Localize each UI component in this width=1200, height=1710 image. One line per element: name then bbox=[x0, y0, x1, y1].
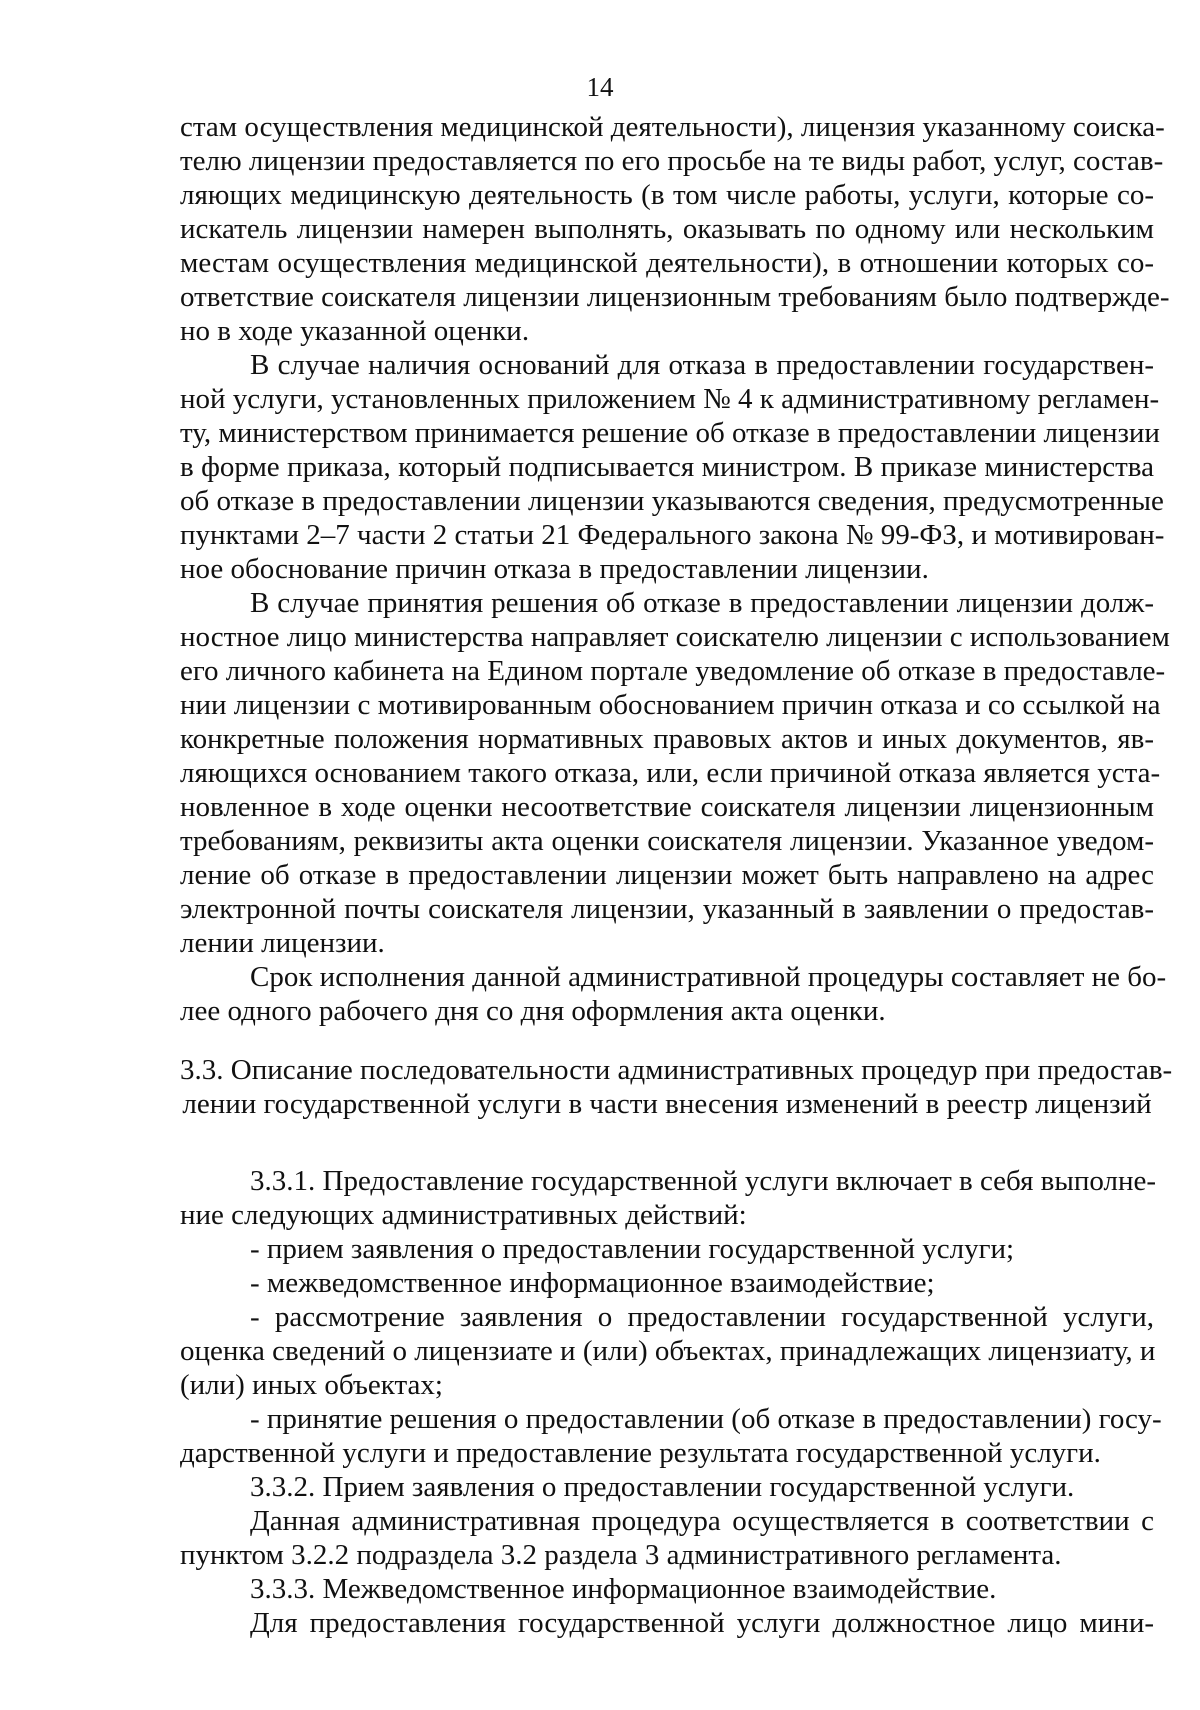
text-line: пунктами 2–7 части 2 статьи 21 Федерального закона № 99-ФЗ, и мотивирован- bbox=[180, 519, 1165, 551]
text-line: Данная административная процедура осуществляется в соответствии с bbox=[250, 1505, 1154, 1537]
paragraph-deadline bbox=[180, 960, 1167, 1028]
text-line: телю лицензии предоставляется по его просьбе на те виды работ, услуг, состав- bbox=[180, 145, 1164, 177]
paragraph-3-3-1 bbox=[180, 1164, 1154, 1232]
text-line: нии лицензии с мотивированным обоснованием причин отказа и со ссылкой на bbox=[180, 689, 1161, 721]
list-item-continuation: (или) иных объектах; bbox=[180, 1369, 443, 1401]
heading-line: 3.3. Описание последовательности административных процедур при предостав- bbox=[180, 1054, 1173, 1086]
text-line: В случае принятия решения об отказе в предоставлении лицензии долж- bbox=[250, 587, 1154, 619]
paragraph-refusal-notice bbox=[180, 586, 1170, 960]
text-line: местам осуществления медицинской деятельности), в отношении которых со- bbox=[180, 247, 1154, 279]
text-line: лении лицензии. bbox=[180, 927, 385, 959]
text-line: искатель лицензии намерен выполнять, оказывать по одному или нескольким bbox=[180, 213, 1154, 245]
text-line: В случае наличия оснований для отказа в предоставлении государствен- bbox=[250, 349, 1154, 381]
text-line: пунктом 3.2.2 подраздела 3.2 раздела 3 административного регламента. bbox=[180, 1539, 1062, 1571]
paragraph-continued bbox=[180, 110, 1170, 348]
text-line: Срок исполнения данной административной процедуры составляет не бо- bbox=[250, 961, 1167, 993]
text-line: ляющих медицинскую деятельность (в том числе работы, услуги, которые со- bbox=[180, 179, 1154, 211]
text-line: ностное лицо министерства направляет соискателю лицензии с использованием bbox=[180, 621, 1170, 653]
text-line: 3.3.1. Предоставление государственной услуги включает в себя выполне- bbox=[250, 1165, 1156, 1197]
list-item-continuation: дарственной услуги и предоставление результата государственной услуги. bbox=[180, 1437, 1101, 1469]
text-line: конкретные положения нормативных правовых актов и иных документов, яв- bbox=[180, 723, 1154, 755]
text-line: электронной почты соискателя лицензии, указанный в заявлении о предостав- bbox=[180, 893, 1154, 925]
text-line: ление об отказе в предоставлении лицензии может быть направлено на адрес bbox=[180, 859, 1154, 891]
text-line: 3.3.3. Межведомственное информационное взаимодействие. bbox=[250, 1573, 997, 1605]
list-item: - прием заявления о предоставлении государственной услуги; bbox=[250, 1233, 1015, 1265]
text-line: ние следующих административных действий: bbox=[180, 1199, 747, 1231]
paragraph-3-3-3 bbox=[180, 1572, 1154, 1640]
text-line: ное обоснование причин отказа в предоставлении лицензии. bbox=[180, 553, 929, 585]
page-number: 14 bbox=[586, 72, 614, 102]
section-heading bbox=[180, 1053, 1173, 1121]
list-item: - межведомственное информационное взаимодействие; bbox=[250, 1267, 935, 1299]
text-line: ляющихся основанием такого отказа, или, если причиной отказа является уста- bbox=[180, 757, 1161, 789]
text-line: ту, министерством принимается решение об отказе в предоставлении лицензии bbox=[180, 417, 1160, 449]
text-line: лее одного рабочего дня со дня оформления акта оценки. bbox=[180, 995, 886, 1027]
text-line: в форме приказа, который подписывается министром. В приказе министерства bbox=[180, 451, 1154, 483]
paragraph-3-3-2 bbox=[180, 1470, 1154, 1572]
text-line: ной услуги, установленных приложением № 4 к административному регламен- bbox=[180, 383, 1160, 415]
text-line: 3.3.2. Прием заявления о предоставлении государственной услуги. bbox=[250, 1471, 1075, 1503]
list-item: - рассмотрение заявления о предоставлении государственной услуги, bbox=[250, 1301, 1154, 1333]
text-line: ответствие соискателя лицензии лицензионным требованиям было подтвержде- bbox=[180, 281, 1170, 313]
text-line: стам осуществления медицинской деятельности), лицензия указанному соиска- bbox=[180, 111, 1165, 143]
text-line: требованиям, реквизиты акта оценки соискателя лицензии. Указанное уведом- bbox=[180, 825, 1154, 857]
text-line: новленное в ходе оценки несоответствие соискателя лицензии лицензионным bbox=[180, 791, 1154, 823]
text-line: но в ходе указанной оценки. bbox=[180, 315, 530, 347]
text-line: Для предоставления государственной услуги должностное лицо мини- bbox=[250, 1607, 1154, 1639]
list-item-continuation: оценка сведений о лицензиате и (или) объектах, принадлежащих лицензиату, и bbox=[180, 1335, 1156, 1367]
heading-line: лении государственной услуги в части внесения изменений в реестр лицензий bbox=[182, 1088, 1152, 1120]
action-list bbox=[180, 1232, 1162, 1470]
text-line: его личного кабинета на Едином портале уведомление об отказе в предоставле- bbox=[180, 655, 1166, 687]
list-item: - принятие решения о предоставлении (об отказе в предоставлении) госу- bbox=[250, 1403, 1162, 1435]
text-line: об отказе в предоставлении лицензии указываются сведения, предусмотренные bbox=[180, 485, 1164, 517]
paragraph-refusal-grounds bbox=[180, 348, 1165, 586]
